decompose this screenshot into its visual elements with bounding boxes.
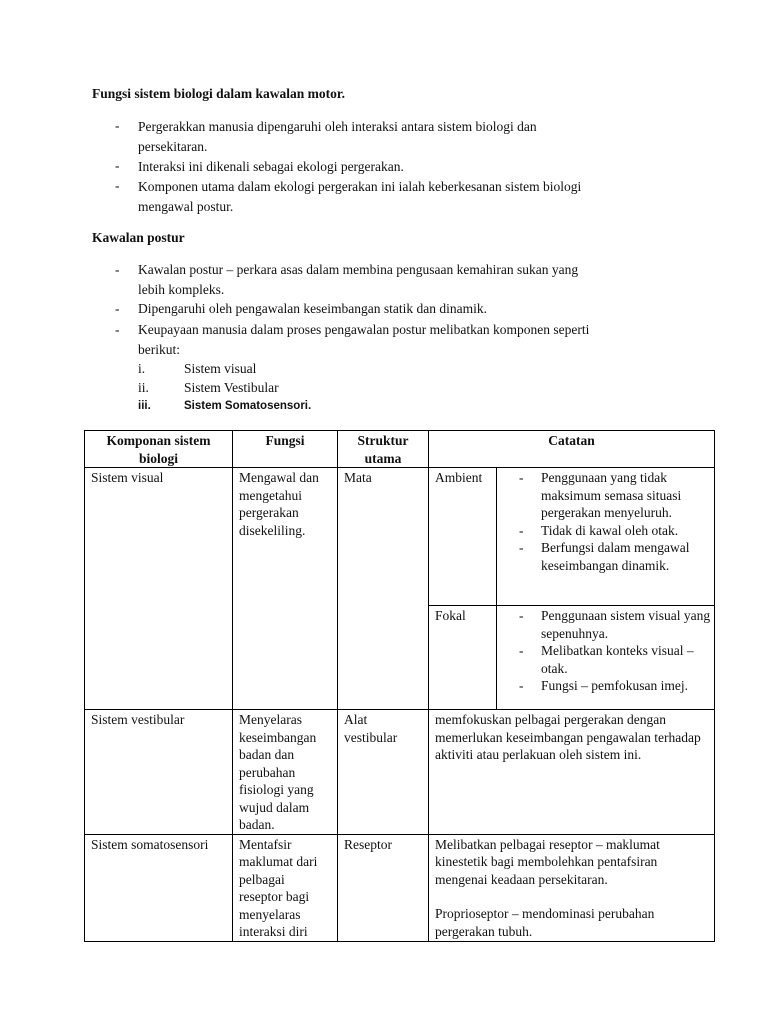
- header-catatan: Catatan: [429, 431, 715, 468]
- roman-numeral: i.: [138, 361, 146, 376]
- cell-struktur: Alat vestibular: [338, 710, 429, 835]
- cell-struktur: Reseptor: [338, 834, 429, 941]
- cell-fungsi: Mengawal dan mengetahui pergerakan disekeliling.: [233, 468, 338, 710]
- cell-struktur: Mata: [338, 468, 429, 710]
- cell-fokal-label: Fokal: [429, 606, 497, 710]
- cell-fungsi: Menyelaras keseimbangan badan dan perubahan fisiologi yang wujud dalam badan.: [233, 710, 338, 835]
- header-struktur: Struktur utama: [338, 431, 429, 468]
- cell-catatan: memfokuskan pelbagai pergerakan dengan memerlukan keseimbangan pengawalan terhadap aktiviti atau perlakuan oleh sistem ini.: [429, 710, 715, 835]
- heading-fungsi: Fungsi sistem biologi dalam kawalan motor.: [92, 86, 346, 101]
- cell-fungsi: Mentafsir maklumat dari pelbagai reseptor bagi menyelaras interaksi diri: [233, 834, 338, 941]
- cell-komponen: Sistem somatosensori: [85, 834, 233, 941]
- list-item: - Penggunaan yang tidak maksimum semasa situasi pergerakan menyeluruh.: [503, 469, 712, 522]
- list-item: - Tidak di kawal oleh otak.: [503, 522, 712, 540]
- list-item: Dipengaruhi oleh pengawalan keseimbangan statik dan dinamik.: [138, 301, 488, 316]
- roman-item: Sistem Vestibular: [184, 380, 279, 395]
- dash: -: [115, 118, 120, 133]
- cell-fokal-notes: [497, 606, 715, 710]
- ambient-list: [503, 469, 712, 574]
- roman-numeral: iii.: [138, 400, 151, 412]
- list-item: - Penggunaan sistem visual yang sepenuhnya.: [503, 607, 712, 642]
- header-fungsi: Fungsi: [233, 431, 338, 468]
- list-item: Interaksi ini dikenali sebagai ekologi pergerakan.: [138, 159, 404, 174]
- dash: -: [115, 262, 120, 277]
- dash: -: [115, 178, 120, 193]
- catatan-paragraph: Proprioseptor – mendominasi perubahan pergerakan tubuh.: [435, 906, 655, 939]
- table-row: [85, 468, 715, 606]
- table-row: [85, 834, 715, 941]
- fokal-list: [503, 607, 712, 695]
- dash: -: [115, 322, 120, 337]
- roman-item: Sistem Somatosensori.: [184, 400, 312, 412]
- catatan-paragraph: Melibatkan pelbagai reseptor – maklumat kinestetik bagi membolehkan pentafsiran mengenai keadaan persekitaran.: [435, 836, 660, 887]
- list-item: Keupayaan manusia dalam proses pengawalan postur melibatkan komponen seperti berikut:: [138, 322, 590, 357]
- cell-catatan: [429, 834, 715, 941]
- roman-item: Sistem visual: [184, 361, 257, 376]
- table-header-row: [85, 431, 715, 468]
- list-item: Pergerakkan manusia dipengaruhi oleh interaksi antara sistem biologi dan persekitaran.: [138, 119, 537, 154]
- cell-komponen: Sistem visual: [85, 468, 233, 710]
- heading-kawalan-postur: Kawalan postur: [92, 230, 185, 245]
- header-komponen: Komponan sistem biologi: [85, 431, 233, 468]
- cell-ambient-notes: [497, 468, 715, 606]
- cell-komponen: Sistem vestibular: [85, 710, 233, 835]
- dash: -: [115, 158, 120, 173]
- list-item: - Berfungsi dalam mengawal keseimbangan dinamik.: [503, 539, 712, 574]
- roman-numeral: ii.: [138, 380, 149, 395]
- component-table: [84, 430, 715, 942]
- list-item: Komponen utama dalam ekologi pergerakan ini ialah keberkesanan sistem biologi mengawal postur.: [138, 179, 582, 214]
- list-item: - Melibatkan konteks visual – otak.: [503, 642, 712, 677]
- list-item: - Fungsi – pemfokusan imej.: [503, 677, 712, 695]
- cell-ambient-label: Ambient: [429, 468, 497, 606]
- dash: -: [115, 301, 120, 316]
- list-item: Kawalan postur – perkara asas dalam membina pengusaan kemahiran sukan yang lebih kompleks.: [138, 262, 579, 297]
- table-row: [85, 710, 715, 835]
